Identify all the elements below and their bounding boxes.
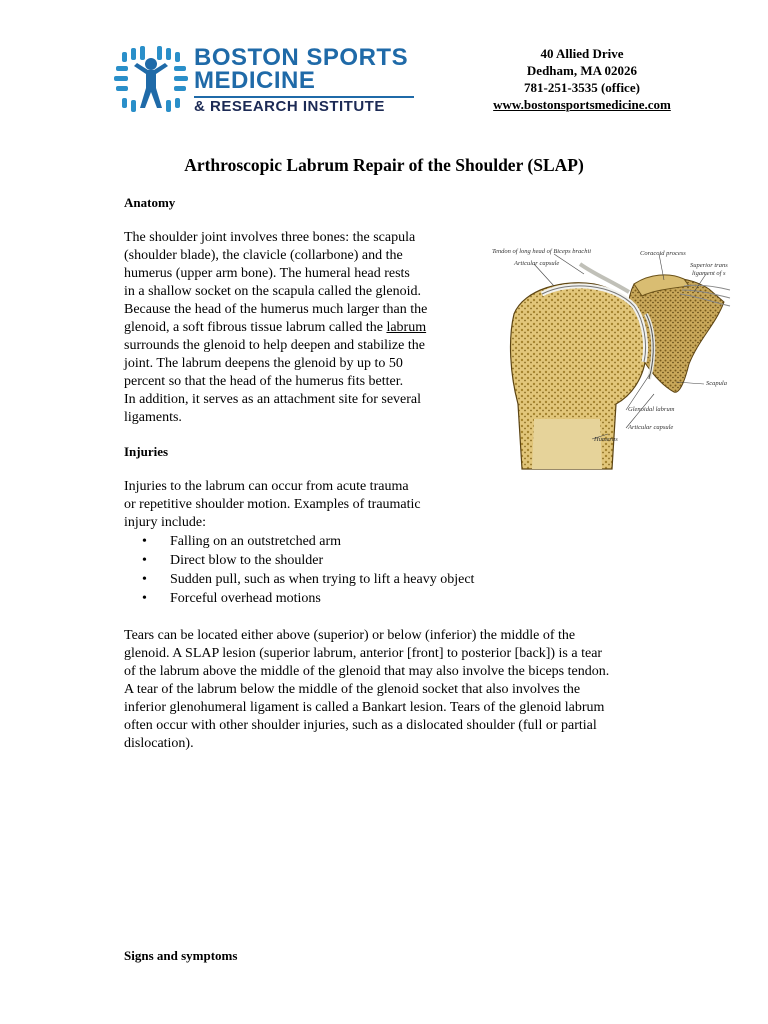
list-item: • Direct blow to the shoulder bbox=[142, 551, 474, 570]
label-glenoidal-labrum: Glenoidal labrum bbox=[628, 406, 675, 413]
website-link[interactable]: www.bostonsportsmedicine.com bbox=[493, 97, 671, 112]
address-street: 40 Allied Drive bbox=[540, 46, 624, 61]
logo-figure-icon bbox=[112, 44, 190, 120]
address-city: Dedham, MA 02026 bbox=[526, 63, 638, 78]
logo-line-boston-sports: BOSTON SPORTS bbox=[194, 44, 409, 71]
anatomy-line bbox=[124, 319, 427, 337]
labrum-line-text: glenoid, a soft fibrous tissue labrum called the bbox=[124, 320, 387, 335]
tears-line: of the labrum above the middle of the glenoid that may also involve the biceps tendon. bbox=[124, 664, 610, 679]
tears-line: dislocation). bbox=[124, 736, 194, 751]
list-item: • Forceful overhead motions bbox=[142, 589, 474, 608]
label-scapula: Scapula bbox=[706, 380, 727, 387]
logo-line-research-institute: & RESEARCH INSTITUTE bbox=[194, 98, 385, 115]
tears-line: often occur with other shoulder injuries, such as a dislocated shoulder (full or partial bbox=[124, 718, 597, 733]
list-item: • Falling on an outstretched arm bbox=[142, 532, 474, 551]
page-title: Arthroscopic Labrum Repair of the Shoulder (SLAP) bbox=[184, 155, 584, 175]
injuries-heading: Injuries bbox=[124, 444, 169, 459]
address-block bbox=[470, 45, 694, 113]
anatomy-line: humerus (upper arm bone). The humeral head rests bbox=[124, 266, 410, 281]
label-superior-transverse-2: ligament of s bbox=[692, 270, 726, 277]
injuries-line: injury include: bbox=[124, 515, 207, 530]
shoulder-anatomy-illustration bbox=[484, 244, 736, 474]
anatomy-line: In addition, it serves as an attachment site for several bbox=[124, 392, 422, 407]
anatomy-line: percent so that the head of the humerus fits better. bbox=[124, 374, 404, 389]
label-biceps-tendon: Tendon of long head of Biceps brachii bbox=[492, 248, 592, 255]
tears-paragraph bbox=[124, 627, 609, 753]
address-phone: 781-251-3535 (office) bbox=[524, 80, 640, 95]
logo-line-medicine: MEDICINE bbox=[194, 67, 316, 94]
labrum-link[interactable]: labrum bbox=[386, 320, 427, 335]
anatomy-line: Because the head of the humerus much larger than the bbox=[124, 302, 428, 317]
tears-line: inferior glenohumeral ligament is called a Bankart lesion. Tears of the glenoid labrum bbox=[124, 700, 605, 715]
tears-line: glenoid. A SLAP lesion (superior labrum, anterior [front] to posterior [back]) is a tear bbox=[124, 646, 603, 661]
anatomy-line: in a shallow socket on the scapula called the glenoid. bbox=[124, 284, 422, 299]
anatomy-line: joint. The labrum deepens the glenoid by up to 50 bbox=[124, 356, 403, 371]
anatomy-line: The shoulder joint involves three bones: the scapula bbox=[124, 230, 416, 245]
anatomy-paragraph bbox=[124, 229, 427, 427]
injuries-line: or repetitive shoulder motion. Examples of traumatic bbox=[124, 497, 421, 512]
injuries-intro bbox=[124, 478, 421, 532]
label-coracoid-process: Coracoid process bbox=[640, 250, 686, 257]
anatomy-line: (shoulder blade), the clavicle (collarbone) and the bbox=[124, 248, 403, 263]
logo bbox=[112, 44, 422, 120]
injuries-line: Injuries to the labrum can occur from acute trauma bbox=[124, 479, 409, 494]
anatomy-line: ligaments. bbox=[124, 410, 182, 425]
label-superior-transverse: Superior trans bbox=[690, 262, 728, 269]
list-item: • Sudden pull, such as when trying to lift a heavy object bbox=[142, 570, 474, 589]
injury-examples-list bbox=[142, 532, 474, 608]
tears-line: A tear of the labrum below the middle of the glenoid socket that also involves the bbox=[124, 682, 581, 697]
label-articular-capsule-bottom: Articular capsule bbox=[628, 424, 674, 431]
label-articular-capsule-top: Articular capsule bbox=[514, 260, 560, 267]
label-humerus: Humerus bbox=[594, 436, 618, 443]
tears-line: Tears can be located either above (superior) or below (inferior) the middle of the bbox=[124, 628, 576, 643]
anatomy-heading: Anatomy bbox=[124, 195, 176, 210]
signs-heading: Signs and symptoms bbox=[124, 948, 238, 963]
anatomy-line: surrounds the glenoid to help deepen and stabilize the bbox=[124, 338, 425, 353]
